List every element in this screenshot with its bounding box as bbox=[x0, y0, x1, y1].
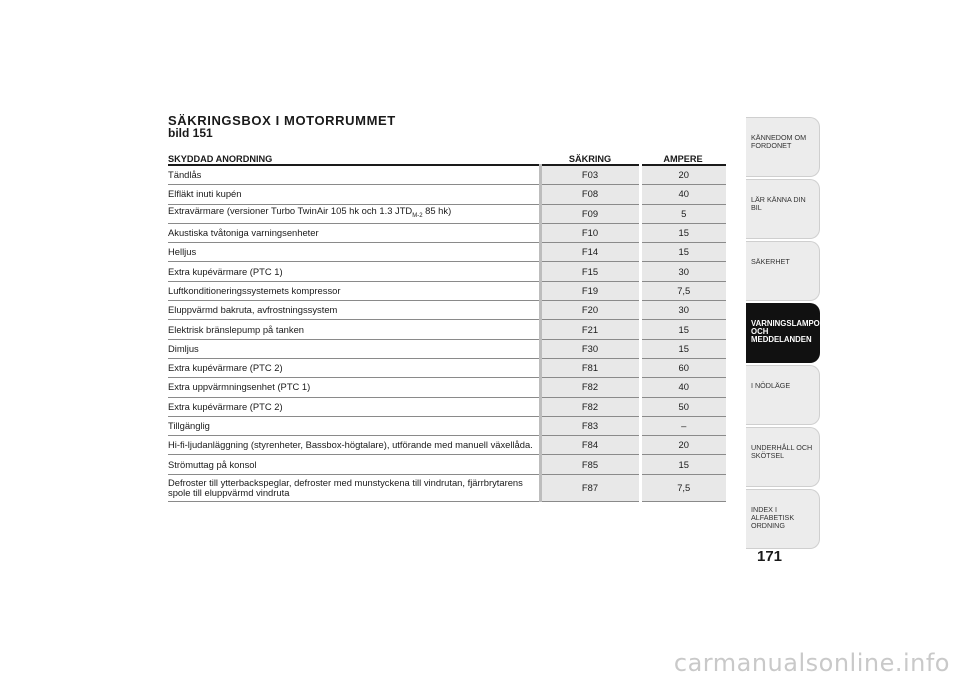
ampere-cell: 5 bbox=[640, 204, 726, 223]
chapter-tab-varningslampor[interactable]: VARNINGSLAMPOR OCH MEDDELANDEN bbox=[746, 303, 820, 363]
fuse-cell: F20 bbox=[540, 301, 640, 320]
device-cell: Helljus bbox=[168, 243, 540, 262]
section-title: SÄKRINGSBOX I MOTORRUMMET bbox=[168, 113, 396, 128]
table-row bbox=[168, 416, 726, 435]
device-cell: Elektrisk bränslepump på tanken bbox=[168, 320, 540, 339]
device-cell: Elfläkt inuti kupén bbox=[168, 185, 540, 204]
ampere-cell: 60 bbox=[640, 358, 726, 377]
table-row bbox=[168, 281, 726, 300]
chapter-tabs bbox=[746, 117, 826, 551]
fuse-cell: F09 bbox=[540, 204, 640, 223]
ampere-cell: 30 bbox=[640, 262, 726, 281]
ampere-cell: 7,5 bbox=[640, 474, 726, 501]
fuse-cell: F83 bbox=[540, 416, 640, 435]
device-cell: Eluppvärmd bakruta, avfrostningssystem bbox=[168, 301, 540, 320]
header-ampere: AMPERE bbox=[663, 154, 703, 164]
fuse-cell: F87 bbox=[540, 474, 640, 501]
ampere-cell: 15 bbox=[640, 243, 726, 262]
ampere-cell: 50 bbox=[640, 397, 726, 416]
watermark: carmanualsonline.info bbox=[673, 649, 950, 677]
table-row bbox=[168, 474, 726, 501]
device-cell: Extra kupévärmare (PTC 1) bbox=[168, 262, 540, 281]
ampere-cell: 40 bbox=[640, 185, 726, 204]
ampere-cell: – bbox=[640, 416, 726, 435]
chapter-tab-kannedom[interactable]: KÄNNEDOM OM FORDONET bbox=[746, 117, 820, 177]
main-content bbox=[168, 114, 732, 502]
header-device: SKYDDAD ANORDNING bbox=[168, 154, 273, 164]
table-row bbox=[168, 358, 726, 377]
fuse-cell: F85 bbox=[540, 455, 640, 474]
device-cell: Hi-fi-ljudanläggning (styrenheter, Bassbox-högtalare), utförande med manuell växellåda. bbox=[168, 436, 540, 455]
table-row bbox=[168, 243, 726, 262]
fuse-cell: F03 bbox=[540, 165, 640, 185]
ampere-cell: 15 bbox=[640, 339, 726, 358]
device-cell: Akustiska tvåtoniga varningsenheter bbox=[168, 223, 540, 242]
table-row bbox=[168, 436, 726, 455]
chapter-tab-lar-kanna[interactable]: LÄR KÄNNA DIN BIL bbox=[746, 179, 820, 239]
table-row bbox=[168, 165, 726, 185]
table-row bbox=[168, 204, 726, 223]
device-cell: Dimljus bbox=[168, 339, 540, 358]
fuse-cell: F82 bbox=[540, 397, 640, 416]
fuse-cell: F84 bbox=[540, 436, 640, 455]
table-row bbox=[168, 185, 726, 204]
ampere-cell: 20 bbox=[640, 436, 726, 455]
chapter-tab-index[interactable]: INDEX I ALFABETISK ORDNING bbox=[746, 489, 820, 549]
device-subscript: M-2 bbox=[412, 213, 423, 220]
device-cell: Extra kupévärmare (PTC 2) bbox=[168, 358, 540, 377]
fuse-cell: F10 bbox=[540, 223, 640, 242]
header-fuse: SÄKRING bbox=[568, 154, 612, 164]
device-cell: Tillgänglig bbox=[168, 416, 540, 435]
fuse-cell: F08 bbox=[540, 185, 640, 204]
ampere-cell: 30 bbox=[640, 301, 726, 320]
table-row bbox=[168, 320, 726, 339]
ampere-cell: 7,5 bbox=[640, 281, 726, 300]
table-row bbox=[168, 262, 726, 281]
device-cell: Defroster till ytterbackspeglar, defroster med munstyckena till vindrutan, fjärrbrytarens spole till eluppvärmd vindruta bbox=[168, 474, 540, 501]
table-row bbox=[168, 378, 726, 397]
fuse-cell: F21 bbox=[540, 320, 640, 339]
fuse-cell: F15 bbox=[540, 262, 640, 281]
table-header-row bbox=[168, 152, 726, 165]
ampere-cell: 15 bbox=[640, 223, 726, 242]
chapter-tab-underhall[interactable]: UNDERHÅLL OCH SKÖTSEL bbox=[746, 427, 820, 487]
figure-reference: bild 151 bbox=[168, 126, 213, 140]
ampere-cell: 40 bbox=[640, 378, 726, 397]
device-text-tail: 85 hk) bbox=[422, 205, 452, 217]
chapter-tab-i-nodlage[interactable]: I NÖDLÄGE bbox=[746, 365, 820, 425]
device-cell: Extra kupévärmare (PTC 2) bbox=[168, 397, 540, 416]
fuse-table bbox=[168, 152, 726, 502]
device-cell: Luftkonditioneringssystemets kompressor bbox=[168, 281, 540, 300]
fuse-cell: F19 bbox=[540, 281, 640, 300]
device-cell: Extra uppvärmningsenhet (PTC 1) bbox=[168, 378, 540, 397]
device-cell: Tändlås bbox=[168, 165, 540, 185]
fuse-cell: F30 bbox=[540, 339, 640, 358]
device-text: Extravärmare (versioner Turbo TwinAir 105 hk och 1.3 JTD bbox=[168, 205, 413, 217]
ampere-cell: 15 bbox=[640, 320, 726, 339]
ampere-cell: 15 bbox=[640, 455, 726, 474]
table-row bbox=[168, 223, 726, 242]
fuse-cell: F81 bbox=[540, 358, 640, 377]
ampere-cell: 20 bbox=[640, 165, 726, 185]
table-row bbox=[168, 455, 726, 474]
page-number: 171 bbox=[757, 548, 783, 565]
fuse-cell: F14 bbox=[540, 243, 640, 262]
fuse-cell: F82 bbox=[540, 378, 640, 397]
table-row bbox=[168, 301, 726, 320]
device-cell: Strömuttag på konsol bbox=[168, 455, 540, 474]
device-cell bbox=[168, 204, 540, 223]
table-row bbox=[168, 397, 726, 416]
chapter-tab-sakerhet[interactable]: SÄKERHET bbox=[746, 241, 820, 301]
table-row bbox=[168, 339, 726, 358]
